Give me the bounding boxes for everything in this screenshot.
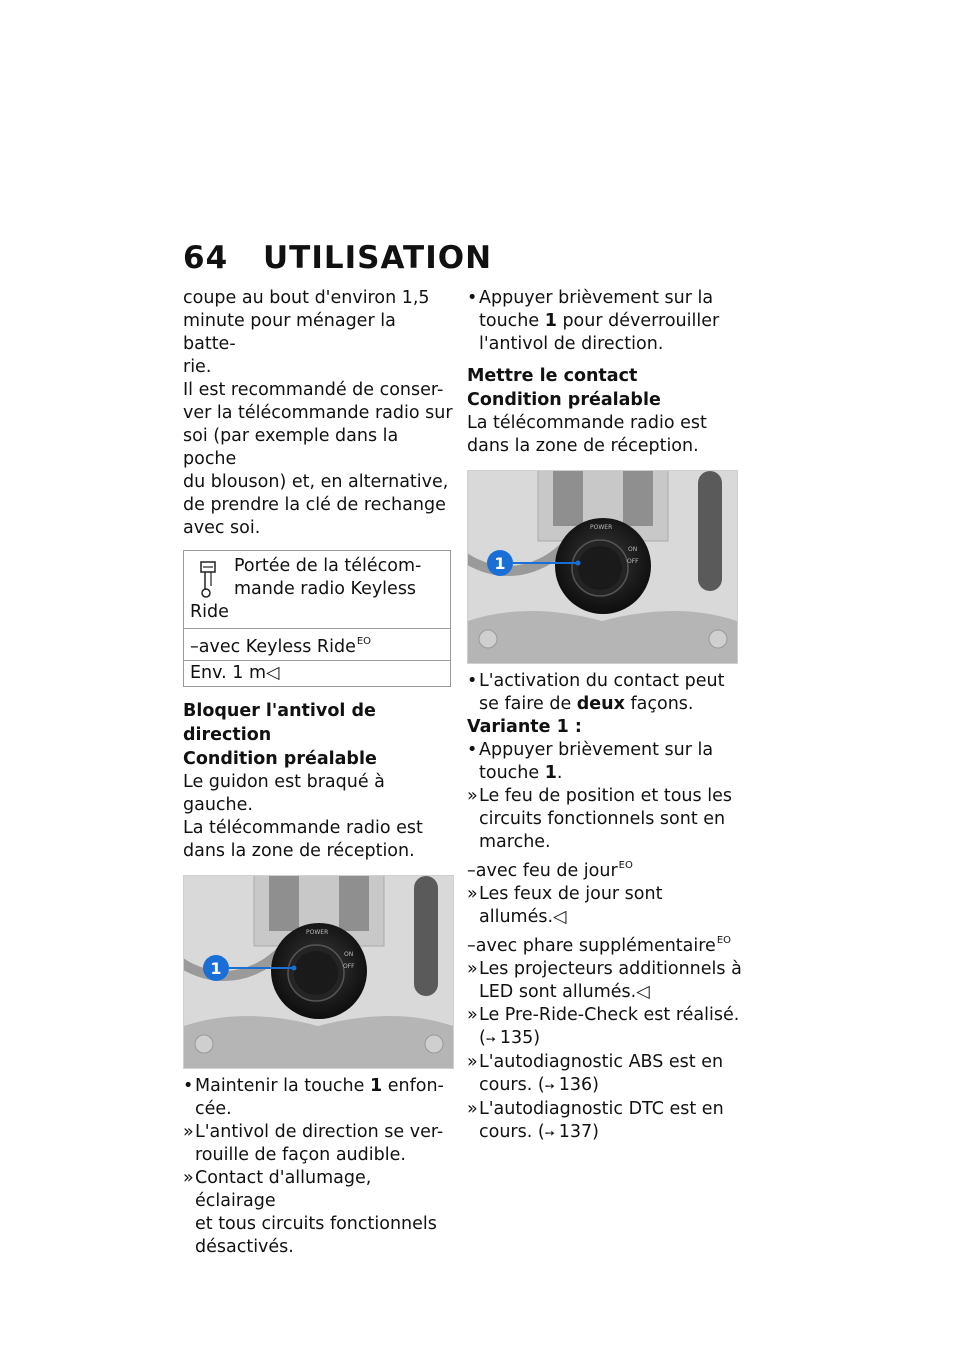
callout-number: 1	[210, 959, 222, 978]
text-span: allumés.◁	[479, 907, 567, 927]
key-number: 1	[544, 763, 557, 783]
spec-table-value: Env. 1 m◁	[184, 660, 450, 686]
text-line: Il est recommandé de conser-	[183, 380, 444, 400]
right-column	[467, 287, 742, 1145]
text-span: Le feu de position et tous les	[479, 786, 732, 806]
text-span: L'activation du contact peut	[479, 671, 725, 691]
text-span: Appuyer brièvement sur la	[479, 288, 714, 308]
text-line: du blouson) et, en alternative,	[183, 472, 449, 492]
key-number: 1	[544, 311, 557, 331]
text-span: cours.	[479, 1122, 533, 1142]
text-span: cée.	[195, 1099, 232, 1119]
text-line: minute pour ménager la batte-	[183, 311, 396, 354]
result-item	[467, 1051, 742, 1098]
result-item	[467, 785, 742, 854]
option-line	[467, 929, 742, 958]
table-title-line: mande radio Keyless	[234, 579, 417, 599]
subsection-heading: Condition préalable	[467, 390, 661, 410]
result-marker: »	[183, 1168, 194, 1188]
page-reference[interactable]: 136)	[558, 1075, 599, 1095]
switch-on-label: ON	[628, 546, 638, 553]
text-span: circuits fonctionnels sont en	[479, 809, 726, 829]
option-text: –avec phare supplémentaire	[467, 936, 716, 956]
step-item	[183, 1075, 453, 1121]
text-span: Le Pre-Ride-Check est réalisé.	[479, 1005, 740, 1025]
text-line: Le guidon est braqué à gauche.	[183, 772, 385, 815]
result-marker: »	[467, 884, 478, 904]
text-span: .	[556, 763, 563, 783]
result-marker: »	[467, 959, 478, 979]
text-span: (	[479, 1028, 486, 1048]
text-span: Contact d'allumage, éclairage	[195, 1168, 372, 1211]
text-line: avec soi.	[183, 518, 261, 538]
intro-paragraph	[183, 287, 453, 540]
step-item	[467, 287, 742, 356]
text-span: (	[537, 1075, 545, 1095]
text-span: enfon-	[382, 1076, 444, 1096]
page-ref-arrow-icon[interactable]: ➙	[544, 1126, 555, 1140]
subsection-heading: Condition préalable	[183, 749, 377, 769]
text-span: cours.	[479, 1075, 533, 1095]
emphasis-text: deux	[576, 694, 625, 714]
bullet-marker: •	[183, 1076, 194, 1096]
page-header	[183, 240, 492, 276]
page-ref-arrow-icon[interactable]: ➙	[485, 1032, 496, 1046]
steering-lock-photo	[183, 875, 454, 1069]
table-title-line: Ride	[190, 602, 229, 622]
condition-text: –avec Keyless Ride	[190, 637, 356, 657]
step-item	[467, 739, 742, 785]
callout-number: 1	[494, 554, 506, 573]
switch-on-label: ON	[344, 951, 354, 958]
text-span: L'autodiagnostic DTC est en	[479, 1099, 724, 1119]
key-number: 1	[369, 1076, 383, 1096]
text-span: (	[537, 1122, 545, 1142]
bullet-marker: •	[467, 740, 478, 760]
text-span: touche	[479, 763, 545, 783]
text-line: La télécommande radio est	[183, 818, 423, 838]
switch-off-label: OFF	[627, 558, 639, 565]
text-line: dans la zone de réception.	[183, 841, 415, 861]
spec-table-condition	[184, 628, 450, 660]
key-fob-icon	[198, 560, 218, 600]
page-reference[interactable]: 135)	[499, 1028, 541, 1048]
switch-brand-label: POWER	[590, 524, 613, 531]
option-superscript: EO	[716, 935, 732, 946]
text-span: L'antivol de direction se ver-	[195, 1122, 444, 1142]
text-span: touche	[479, 311, 545, 331]
option-superscript: EO	[356, 636, 372, 647]
text-line: dans la zone de réception.	[467, 436, 699, 456]
switch-off-label: OFF	[343, 963, 355, 970]
result-marker: »	[467, 1099, 478, 1119]
text-span: l'antivol de direction.	[479, 334, 664, 354]
switch-brand-label: POWER	[306, 929, 329, 936]
text-line: soi (par exemple dans la poche	[183, 426, 399, 469]
text-span: et tous circuits fonctionnels	[195, 1214, 437, 1234]
step-item	[467, 670, 742, 716]
result-item	[183, 1167, 453, 1259]
text-span: se faire de	[479, 694, 577, 714]
table-title-line: Portée de la télécom-	[234, 556, 422, 576]
text-line: rie.	[183, 357, 212, 377]
result-item	[467, 1098, 742, 1145]
result-marker: »	[467, 786, 478, 806]
text-span: pour déverrouiller	[556, 311, 720, 331]
text-span: Les projecteurs additionnels à	[479, 959, 742, 979]
option-line	[467, 854, 742, 883]
text-line: ver la télécommande radio sur	[183, 403, 453, 423]
result-item	[183, 1121, 453, 1167]
page-ref-arrow-icon[interactable]: ➙	[544, 1079, 555, 1093]
section-heading: Bloquer l'antivol de direction	[183, 701, 376, 745]
spec-table	[183, 550, 451, 687]
page-number: 64	[183, 240, 229, 276]
result-item	[467, 883, 742, 929]
result-marker: »	[183, 1122, 194, 1142]
spec-table-title	[184, 551, 450, 628]
page-reference[interactable]: 137)	[558, 1122, 599, 1142]
text-span: désactivés.	[195, 1237, 294, 1257]
bullet-marker: •	[467, 671, 478, 691]
left-column	[183, 287, 453, 1259]
ignition-switch-illustration	[468, 471, 737, 663]
option-superscript: EO	[618, 860, 633, 871]
text-span: Maintenir la touche	[195, 1076, 370, 1096]
result-marker: »	[467, 1052, 478, 1072]
text-span: Les feux de jour sont	[479, 884, 663, 904]
text-line: de prendre la clé de rechange	[183, 495, 446, 515]
result-marker: »	[467, 1005, 478, 1025]
text-line: La télécommande radio est	[467, 413, 707, 433]
text-span: L'autodiagnostic ABS est en	[479, 1052, 724, 1072]
result-item	[467, 1004, 742, 1051]
text-line: coupe au bout d'environ 1,5	[183, 288, 430, 308]
text-span: LED sont allumés.◁	[479, 982, 650, 1002]
page-title: UTILISATION	[263, 240, 493, 276]
bullet-marker: •	[467, 288, 478, 308]
ignition-photo	[467, 470, 738, 664]
result-item	[467, 958, 742, 1004]
ignition-switch-illustration	[184, 876, 453, 1068]
section-heading: Mettre le contact	[467, 366, 638, 386]
option-text: –avec feu de jour	[467, 861, 618, 881]
variant-heading: Variante 1 :	[467, 717, 582, 737]
text-span: façons.	[624, 694, 694, 714]
text-span: rouille de façon audible.	[195, 1145, 406, 1165]
text-span: Appuyer brièvement sur la	[479, 740, 714, 760]
text-span: marche.	[479, 832, 551, 852]
